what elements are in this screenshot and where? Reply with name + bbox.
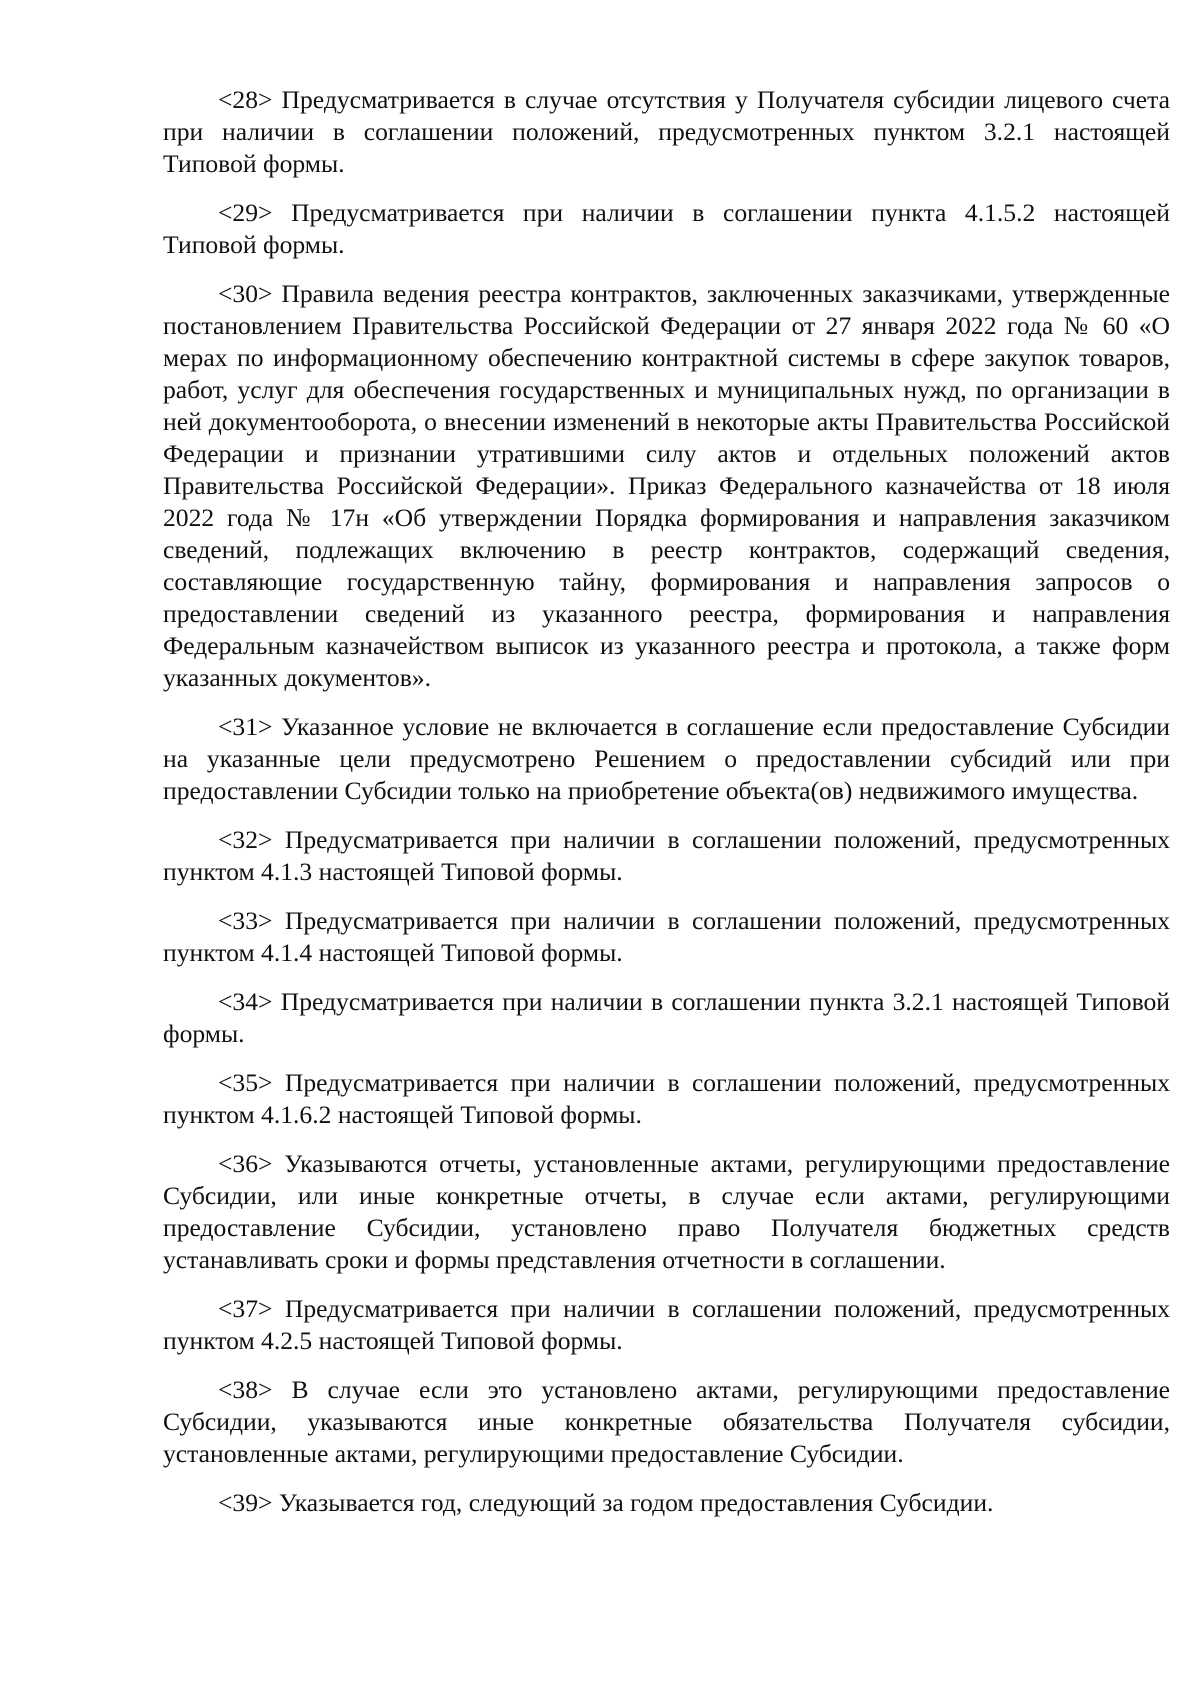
footnote-39 xyxy=(163,1487,1170,1519)
footnote-29 xyxy=(163,197,1170,261)
footnote-31 xyxy=(163,711,1170,807)
footnote-marker: <35> xyxy=(218,1068,273,1097)
footnote-37 xyxy=(163,1293,1170,1357)
footnote-marker: <30> xyxy=(218,279,273,308)
footnote-text: Указывается год, следующий за годом предоставления Субсидии. xyxy=(278,1488,994,1517)
footnote-35 xyxy=(163,1067,1170,1131)
footnote-34 xyxy=(163,986,1170,1050)
footnote-marker: <31> xyxy=(218,712,273,741)
footnote-36 xyxy=(163,1148,1170,1276)
footnote-marker: <33> xyxy=(218,906,273,935)
footnote-30 xyxy=(163,278,1170,694)
footnote-text: Предусматривается при наличии в соглашении положений, предусмотренных пунктом 4.1.6.2 настоящей Типовой формы. xyxy=(163,1068,1171,1129)
footnote-text: В случае если это установлено актами, регулирующими предоставление Субсидии, указываются иные конкретные обязательства Получателя субсидии, установленные актами, регулирующими предоставление Субсидии. xyxy=(163,1375,1170,1468)
footnote-text: Предусматривается при наличии в соглашении положений, предусмотренных пунктом 4.1.3 настоящей Типовой формы. xyxy=(163,825,1171,886)
footnote-28 xyxy=(163,84,1170,180)
footnote-marker: <32> xyxy=(218,825,273,854)
footnote-marker: <38> xyxy=(218,1375,273,1404)
footnote-text: Указанное условие не включается в соглашение если предоставление Субсидии на указанные цели предусмотрено Решением о предоставлении субсидий или при предоставлении Субсидии только на приобретение объекта(ов) недвижимого имущества. xyxy=(163,712,1170,805)
footnote-marker: <34> xyxy=(218,987,273,1016)
document-page xyxy=(163,84,1170,1536)
footnote-marker: <36> xyxy=(218,1149,273,1178)
footnote-33 xyxy=(163,905,1170,969)
footnote-32 xyxy=(163,824,1170,888)
footnote-text: Предусматривается при наличии в соглашении пункта 4.1.5.2 настоящей Типовой формы. xyxy=(163,198,1170,259)
footnote-text: Предусматривается при наличии в соглашении положений, предусмотренных пунктом 4.1.4 настоящей Типовой формы. xyxy=(163,906,1171,967)
footnote-marker: <37> xyxy=(218,1294,273,1323)
footnote-38 xyxy=(163,1374,1170,1470)
footnote-text: Предусматривается при наличии в соглашении положений, предусмотренных пунктом 4.2.5 настоящей Типовой формы. xyxy=(163,1294,1171,1355)
footnote-text: Предусматривается в случае отсутствия у Получателя субсидии лицевого счета при наличии в соглашении положений, предусмотренных пунктом 3.2.1 настоящей Типовой формы. xyxy=(163,85,1170,178)
footnote-marker: <39> xyxy=(218,1488,273,1517)
footnote-marker: <28> xyxy=(218,85,273,114)
footnote-marker: <29> xyxy=(218,198,273,227)
footnote-text: Предусматривается при наличии в соглашении пункта 3.2.1 настоящей Типовой формы. xyxy=(163,987,1171,1048)
footnote-text: Указываются отчеты, установленные актами, регулирующими предоставление Субсидии, или иные конкретные отчеты, в случае если актами, регулирующими предоставление Субсидии, установлено право Получателя бюджетных средств устанавливать сроки и формы представления отчетности в соглашении. xyxy=(163,1149,1170,1274)
footnote-text: Правила ведения реестра контрактов, заключенных заказчиками, утвержденные постановлением Правительства Российской Федерации от 27 января 2022 года № 60 «О мерах по информационному обеспечению контрактной системы в сфере закупок товаров, работ, услуг для обеспечения государственных и муниципальных нужд, по организации в ней документооборота, о внесении изменений в некоторые акты Правительства Российской Федерации и признании утратившими силу актов и отдельных положений актов Правительства Российской Федерации». Приказ Федерального казначейства от 18 июля 2022 года № 17н «Об утверждении Порядка формирования и направления заказчиком сведений, подлежащих включению в реестр контрактов, содержащий сведения, составляющие государственную тайну, формирования и направления запросов о предоставлении сведений из указанного реестра, формирования и направления Федеральным казначейством выписок из указанного реестра и протокола, а также форм указанных документов». xyxy=(163,279,1170,692)
